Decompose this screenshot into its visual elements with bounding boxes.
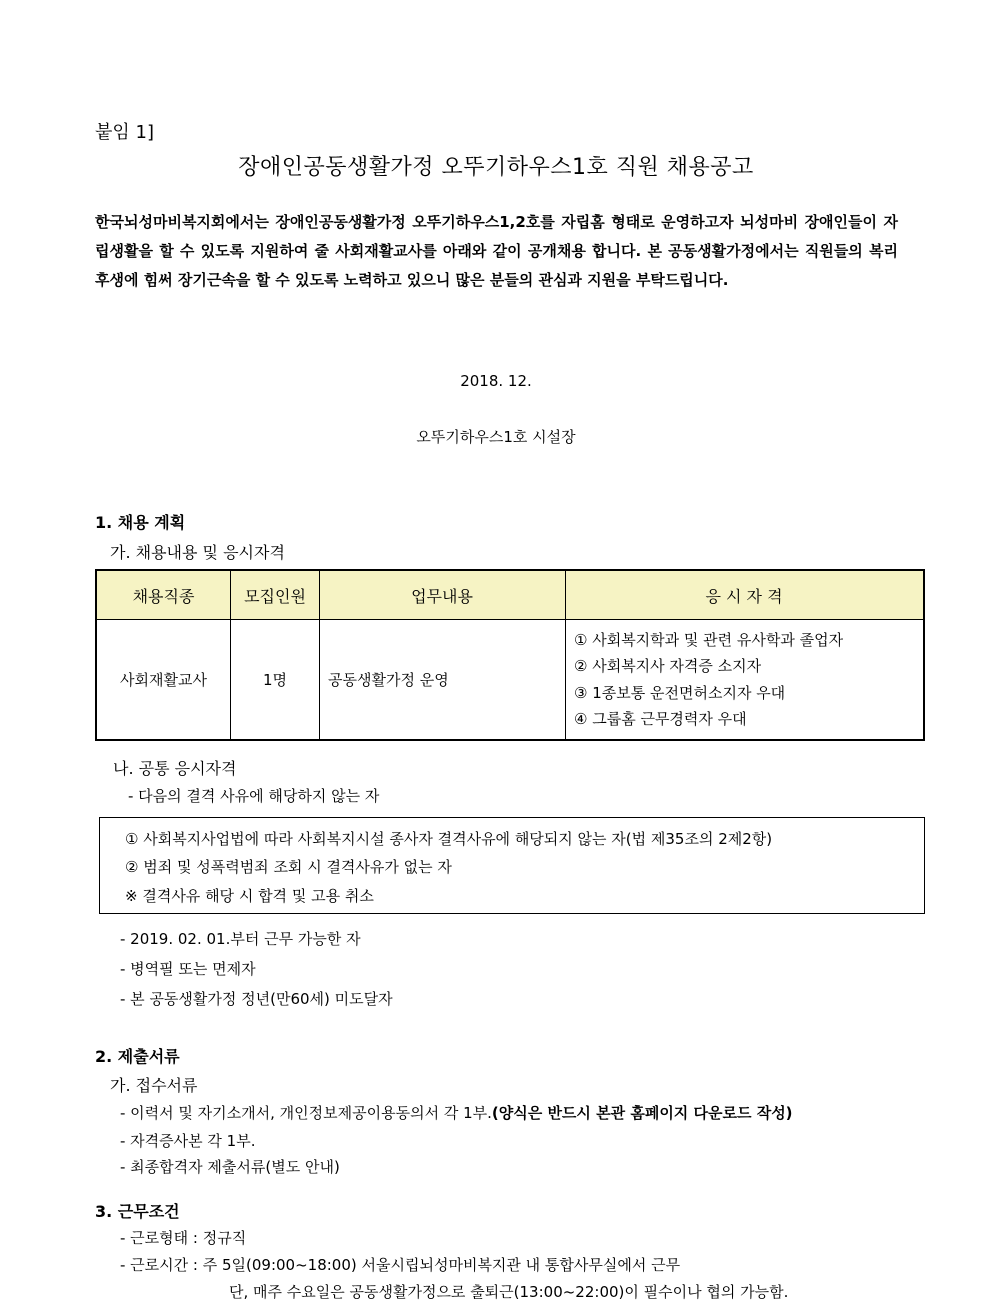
common-qualification-item: - 다음의 결격 사유에 해당하지 않는 자 — [128, 787, 380, 805]
document-item: - 최종합격자 제출서류(별도 안내) — [120, 1158, 340, 1176]
header-job: 채용직종 — [96, 570, 231, 620]
qualification-item: ① 사회복지학과 및 관련 유사학과 졸업자 — [574, 630, 844, 649]
cell-count: 1명 — [231, 620, 320, 741]
section-1-heading: 1. 채용 계획 — [95, 513, 186, 532]
section-3-heading: 3. 근무조건 — [95, 1202, 180, 1221]
section-2-heading: 2. 제출서류 — [95, 1047, 180, 1066]
document-item-text: - 이력서 및 자기소개서, 개인정보제공이용동의서 각 1부. — [120, 1104, 492, 1122]
extra-qualification-item: - 병역필 또는 면제자 — [120, 960, 256, 978]
notice-date: 2018. 12. — [460, 372, 532, 390]
disqualification-note: ※ 결격사유 해당 시 합격 및 고용 취소 — [125, 887, 374, 905]
attachment-label: 붙임 1] — [95, 122, 154, 143]
qualification-item: ③ 1종보통 운전면허소지자 우대 — [574, 683, 786, 702]
signer: 오뚜기하우스1호 시설장 — [416, 428, 576, 446]
work-condition-item: - 근로형태 : 정규직 — [120, 1229, 247, 1247]
table-row — [96, 620, 924, 741]
disqualification-item: ② 범죄 및 성폭력범죄 조회 시 결격사유가 없는 자 — [125, 858, 452, 876]
document-item — [120, 1102, 793, 1123]
document-item: - 자격증사본 각 1부. — [120, 1132, 256, 1150]
section-1-sub-a: 가. 채용내용 및 응시자격 — [110, 543, 285, 562]
header-qualification: 응 시 자 격 — [566, 570, 925, 620]
disqualification-box — [99, 817, 925, 914]
qualification-item: ② 사회복지사 자격증 소지자 — [574, 657, 762, 675]
disqualification-item: ① 사회복지사업법에 따라 사회복지시설 종사자 결격사유에 해당되지 않는 자(법 제35조의 2제2항) — [125, 830, 773, 848]
qualification-item: ④ 그룹홈 근무경력자 우대 — [574, 710, 747, 728]
section-2-sub-a: 가. 접수서류 — [110, 1076, 198, 1095]
intro-text: 한국뇌성마비복지회에서는 장애인공동생활가정 오뚜기하우스1,2호를 자립홈 형태로 운영하고자 뇌성마비 장애인들이 자립생활을 할 수 있도록 지원하여 줄 사회재활교사를 아래와 같이 공개채용 합니다. 본 공동생활가정에서는 직원들의 복리후생에 힘써 장기근속을 할 수 있도록 노력하고 있으니 많은 분들의 관심과 지원을 부탁드립니다. — [95, 213, 898, 289]
cell-duty: 공동생활가정 운영 — [320, 620, 566, 741]
header-duty: 업무내용 — [320, 570, 566, 620]
section-1-sub-b: 나. 공통 응시자격 — [113, 759, 237, 778]
work-condition-item: - 근로시간 : 주 5일(09:00~18:00) 서울시립뇌성마비복지관 내 통합사무실에서 근무 — [120, 1256, 681, 1274]
extra-qualification-item: - 2019. 02. 01.부터 근무 가능한 자 — [120, 930, 361, 948]
form-download-note: (양식은 반드시 본관 홈페이지 다운로드 작성) — [491, 1104, 793, 1122]
cell-qualifications — [566, 620, 925, 741]
work-condition-note: 단, 매주 수요일은 공동생활가정으로 출퇴근(13:00~22:00)이 필수이나 협의 가능함. — [229, 1283, 789, 1301]
table-header-row — [96, 570, 924, 620]
header-count: 모집인원 — [231, 570, 320, 620]
recruit-table — [95, 569, 925, 741]
extra-qualification-item: - 본 공동생활가정 정년(만60세) 미도달자 — [120, 990, 393, 1008]
page-title: 장애인공동생활가정 오뚜기하우스1호 직원 채용공고 — [238, 155, 754, 180]
cell-job: 사회재활교사 — [96, 620, 231, 741]
intro-paragraph — [95, 208, 898, 295]
